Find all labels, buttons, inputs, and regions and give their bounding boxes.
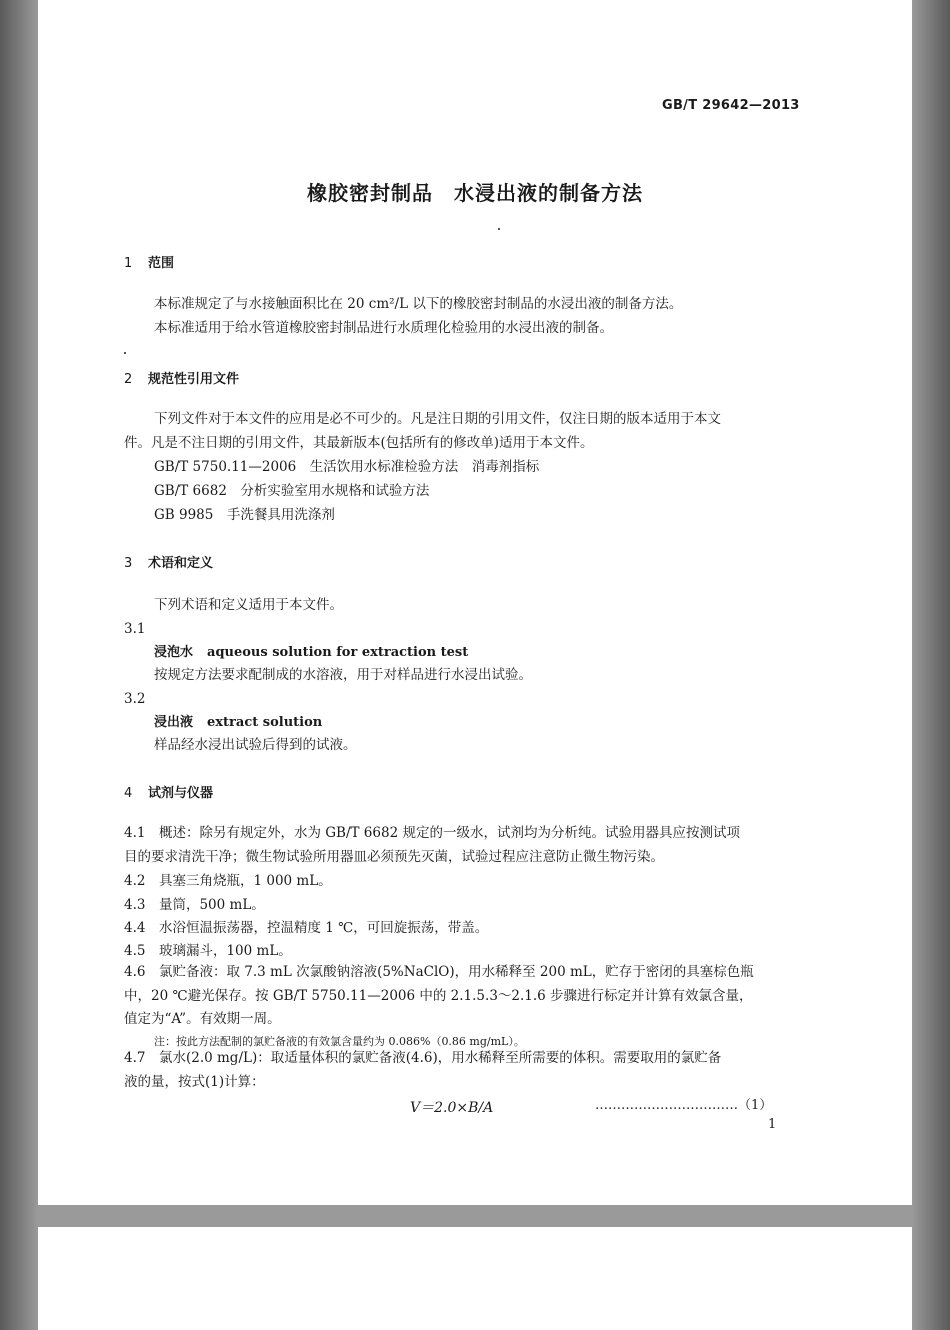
document-title: 橡胶密封制品 水浸出液的制备方法 xyxy=(307,181,643,205)
page-number: 1 xyxy=(768,1117,777,1132)
references-intro-line-1: 下列文件对于本文件的应用是必不可少的。凡是注日期的引用文件，仅注日期的版本适用于本文 xyxy=(154,411,721,427)
section-number: 4 xyxy=(124,786,133,801)
section-title: 术语和定义 xyxy=(148,556,214,571)
standard-number: GB/T 29642—2013 xyxy=(662,98,800,113)
term-chinese: 浸泡水 xyxy=(154,645,194,660)
term-heading xyxy=(154,640,468,665)
clause-4-7-line-1: 4.7 氯水(2.0 mg/L)：取适量体积的氯贮备液(4.6)，用水稀释至所需要的体积。需要取用的氯贮备 xyxy=(124,1050,722,1066)
reference-item: GB/T 5750.11—2006 生活饮用水标准检验方法 消毒剂指标 xyxy=(154,459,540,475)
term-definition: 按规定方法要求配制成的水溶液，用于对样品进行水浸出试验。 xyxy=(154,667,532,683)
formula: V＝2.0×B/A xyxy=(410,1100,494,1116)
document-page-1 xyxy=(38,0,912,1205)
scan-speck xyxy=(124,352,126,354)
section-number: 1 xyxy=(124,256,133,271)
term-chinese: 浸出液 xyxy=(154,715,194,730)
section-title: 范围 xyxy=(148,256,175,271)
clause-4-3: 4.3 量筒，500 mL。 xyxy=(124,897,265,913)
clause-4-1-line-2: 目的要求清洗干净；微生物试验所用器皿必须预先灭菌，试验过程应注意防止微生物污染。 xyxy=(124,849,664,865)
section-title: 试剂与仪器 xyxy=(148,786,214,801)
reference-item: GB/T 6682 分析实验室用水规格和试验方法 xyxy=(154,483,430,499)
clause-4-6-line-2: 中，20 ℃避光保存。按 GB/T 5750.11—2006 中的 2.1.5.3～2.1.6 步骤进行标定并计算有效氯含量， xyxy=(124,988,753,1004)
term-english: aqueous solution for extraction test xyxy=(207,645,469,660)
clause-4-6-line-3: 值定为“A”。有效期一周。 xyxy=(124,1011,281,1027)
scope-paragraph-2: 本标准适用于给水管道橡胶密封制品进行水质理化检验用的水浸出液的制备。 xyxy=(154,320,613,336)
section-number: 3 xyxy=(124,556,133,571)
clause-4-6-line-1: 4.6 氯贮备液：取 7.3 mL 次氯酸钠溶液(5%NaClO)，用水稀释至 200 mL，贮存于密闭的具塞棕色瓶 xyxy=(124,964,754,980)
terms-intro: 下列术语和定义适用于本文件。 xyxy=(154,597,343,613)
clause-4-2: 4.2 具塞三角烧瓶，1 000 mL。 xyxy=(124,873,332,889)
section-number: 2 xyxy=(124,372,133,387)
clause-4-1-line-1: 4.1 概述：除另有规定外，水为 GB/T 6682 规定的一级水，试剂均为分析纯。试验用器具应按测试项 xyxy=(124,825,740,841)
section-title: 规范性引用文件 xyxy=(148,372,240,387)
note: 注：按此方法配制的氯贮备液的有效氯含量约为 0.086%（0.86 mg/mL）。 xyxy=(154,1035,525,1048)
term-heading xyxy=(154,710,322,735)
term-number: 3.1 xyxy=(124,621,146,637)
clause-4-5: 4.5 玻璃漏斗，100 mL。 xyxy=(124,943,292,959)
section-2-heading xyxy=(124,368,239,387)
section-1-heading xyxy=(124,252,174,271)
section-3-heading xyxy=(124,552,213,571)
clause-4-4: 4.4 水浴恒温振荡器，控温精度 1 ℃，可回旋振荡，带盖。 xyxy=(124,920,489,936)
equation-number: ……………………………（1） xyxy=(595,1098,773,1113)
term-number: 3.2 xyxy=(124,691,146,707)
reference-item: GB 9985 手洗餐具用洗涤剂 xyxy=(154,507,335,523)
document-page-2 xyxy=(38,1227,912,1330)
clause-4-7-line-2: 液的量，按式(1)计算： xyxy=(124,1074,265,1090)
term-definition: 样品经水浸出试验后得到的试液。 xyxy=(154,737,357,753)
references-intro-line-2: 件。凡是不注日期的引用文件，其最新版本(包括所有的修改单)适用于本文件。 xyxy=(124,435,594,451)
term-english: extract solution xyxy=(207,715,323,730)
scope-paragraph-1: 本标准规定了与水接触面积比在 20 cm²/L 以下的橡胶密封制品的水浸出液的制备方法。 xyxy=(154,296,683,312)
scan-speck xyxy=(498,228,500,230)
section-4-heading xyxy=(124,782,213,801)
